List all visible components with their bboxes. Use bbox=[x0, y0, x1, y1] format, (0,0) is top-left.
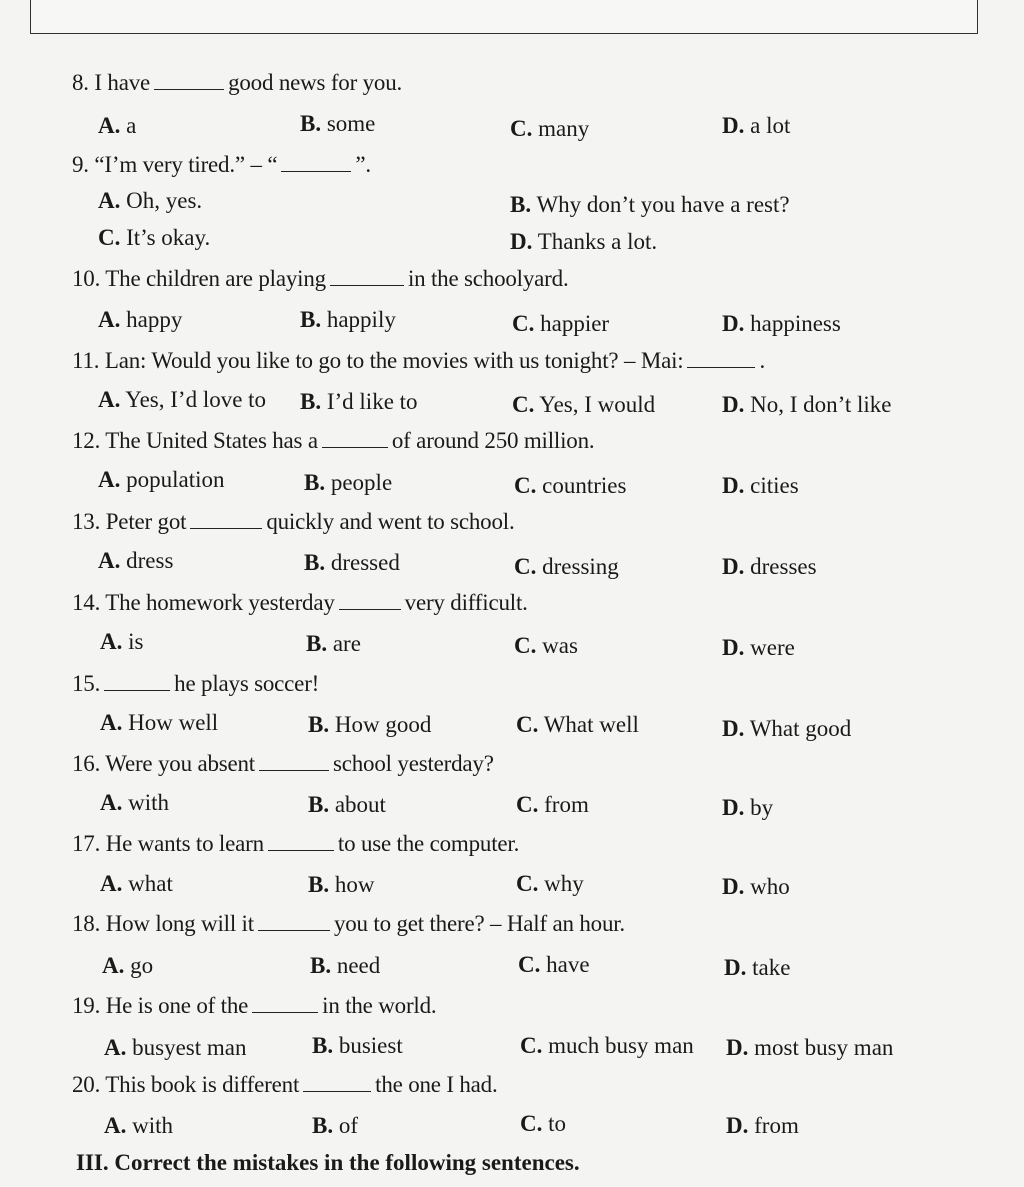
option-d[interactable] bbox=[510, 229, 657, 255]
option-b[interactable] bbox=[510, 192, 790, 218]
question-text: school yesterday? bbox=[333, 751, 494, 776]
option-letter: D. bbox=[726, 1113, 749, 1138]
question-number: 16. bbox=[72, 751, 101, 776]
option-text: people bbox=[330, 470, 393, 495]
option-letter: B. bbox=[306, 631, 328, 656]
question-15 bbox=[72, 671, 319, 697]
option-text: were bbox=[750, 635, 795, 660]
question-12 bbox=[72, 428, 594, 454]
option-text: have bbox=[546, 952, 590, 977]
option-letter: A. bbox=[100, 790, 123, 815]
option-letter: B. bbox=[510, 192, 532, 217]
question-text: How long will it bbox=[105, 911, 254, 936]
option-letter: D. bbox=[722, 635, 745, 660]
option-letter: D. bbox=[722, 795, 745, 820]
option-d[interactable] bbox=[724, 955, 790, 981]
answer-blank[interactable] bbox=[258, 929, 330, 931]
question-text: Peter got bbox=[105, 509, 187, 534]
option-letter: B. bbox=[308, 872, 330, 897]
question-9 bbox=[72, 152, 371, 178]
option-b[interactable] bbox=[306, 631, 361, 657]
option-d[interactable] bbox=[722, 473, 799, 499]
option-a[interactable] bbox=[98, 467, 225, 493]
option-text: is bbox=[128, 629, 144, 654]
question-number: 10. bbox=[72, 266, 101, 291]
question-text: to use the computer. bbox=[337, 831, 520, 856]
option-c[interactable] bbox=[512, 311, 609, 337]
answer-blank[interactable] bbox=[268, 849, 334, 851]
question-16 bbox=[72, 751, 494, 777]
answer-blank[interactable] bbox=[322, 446, 388, 448]
option-text: to bbox=[548, 1111, 567, 1136]
option-b[interactable] bbox=[310, 953, 380, 979]
question-text: good news for you. bbox=[228, 70, 403, 95]
option-letter: C. bbox=[514, 633, 537, 658]
option-d[interactable] bbox=[722, 635, 795, 661]
question-text: I have bbox=[94, 70, 151, 95]
option-letter: A. bbox=[98, 188, 121, 213]
option-text: happier bbox=[540, 311, 610, 336]
question-8 bbox=[72, 70, 402, 96]
option-text: from bbox=[754, 1113, 799, 1138]
option-c[interactable] bbox=[514, 473, 626, 499]
question-17 bbox=[72, 831, 519, 857]
question-text: quickly and went to school. bbox=[266, 509, 515, 534]
option-text: busiest bbox=[338, 1033, 403, 1058]
option-letter: D. bbox=[722, 392, 745, 417]
question-number: 17. bbox=[72, 831, 101, 856]
option-letter: B. bbox=[304, 470, 326, 495]
option-b[interactable] bbox=[308, 872, 374, 898]
question-number: 20. bbox=[72, 1072, 101, 1097]
option-letter: A. bbox=[98, 548, 121, 573]
option-c[interactable] bbox=[520, 1111, 566, 1137]
option-text: some bbox=[326, 111, 376, 136]
option-text: are bbox=[332, 631, 361, 656]
question-text: . bbox=[759, 348, 766, 373]
option-letter: C. bbox=[520, 1111, 543, 1136]
question-number: 8. bbox=[72, 70, 89, 95]
option-text: It’s okay. bbox=[126, 225, 211, 250]
option-text: of bbox=[338, 1113, 359, 1138]
question-text: He is one of the bbox=[105, 993, 249, 1018]
option-letter: C. bbox=[514, 473, 537, 498]
question-text: he plays soccer! bbox=[174, 671, 320, 696]
option-text: with bbox=[128, 790, 170, 815]
question-text: The United States has a bbox=[105, 428, 318, 453]
option-text: Oh, yes. bbox=[126, 188, 203, 213]
option-text: dresses bbox=[750, 554, 817, 579]
option-c[interactable] bbox=[516, 871, 584, 897]
option-letter: B. bbox=[300, 307, 322, 332]
option-text: go bbox=[130, 953, 154, 978]
question-number: 18. bbox=[72, 911, 101, 936]
option-a[interactable] bbox=[98, 188, 202, 214]
option-a[interactable] bbox=[98, 307, 182, 333]
option-letter: B. bbox=[308, 792, 330, 817]
option-a[interactable] bbox=[98, 548, 173, 574]
option-letter: C. bbox=[516, 792, 539, 817]
question-number: 12. bbox=[72, 428, 101, 453]
option-letter: B. bbox=[308, 712, 330, 737]
option-letter: A. bbox=[100, 871, 123, 896]
option-text: cities bbox=[750, 473, 799, 498]
option-letter: C. bbox=[514, 554, 537, 579]
option-text: happily bbox=[326, 307, 396, 332]
option-b[interactable] bbox=[300, 111, 375, 137]
option-letter: B. bbox=[310, 953, 332, 978]
option-a[interactable] bbox=[102, 953, 153, 979]
option-c[interactable] bbox=[520, 1033, 694, 1059]
question-number: 11. bbox=[72, 348, 100, 373]
option-letter: C. bbox=[512, 311, 535, 336]
option-b[interactable] bbox=[308, 792, 386, 818]
option-letter: C. bbox=[510, 116, 533, 141]
question-text: in the world. bbox=[322, 993, 437, 1018]
option-text: take bbox=[752, 955, 791, 980]
option-c[interactable] bbox=[512, 392, 655, 418]
option-b[interactable] bbox=[300, 307, 396, 333]
option-text: happy bbox=[126, 307, 183, 332]
question-number: 19. bbox=[72, 993, 101, 1018]
option-text: Yes, I’d love to bbox=[125, 387, 267, 412]
question-18 bbox=[72, 911, 625, 937]
option-text: dress bbox=[126, 548, 174, 573]
option-letter: D. bbox=[722, 874, 745, 899]
option-text: dressing bbox=[542, 554, 619, 579]
question-text: you to get there? – Half an hour. bbox=[333, 911, 625, 936]
option-c[interactable] bbox=[514, 633, 578, 659]
question-text: very difficult. bbox=[404, 590, 528, 615]
question-number: 13. bbox=[72, 509, 101, 534]
answer-blank[interactable] bbox=[259, 769, 329, 771]
option-letter: A. bbox=[104, 1113, 127, 1138]
option-text: Thanks a lot. bbox=[537, 229, 658, 254]
option-text: much busy man bbox=[548, 1033, 694, 1058]
option-letter: C. bbox=[516, 871, 539, 896]
option-letter: C. bbox=[520, 1033, 543, 1058]
option-text: Yes, I would bbox=[539, 392, 656, 417]
answer-blank[interactable] bbox=[190, 527, 262, 529]
option-letter: B. bbox=[304, 550, 326, 575]
option-c[interactable] bbox=[516, 792, 589, 818]
question-text: the one I had. bbox=[375, 1072, 498, 1097]
option-text: How well bbox=[128, 710, 219, 735]
question-text: of around 250 million. bbox=[391, 428, 595, 453]
option-d[interactable] bbox=[722, 311, 841, 337]
question-20 bbox=[72, 1072, 498, 1098]
option-text: many bbox=[538, 116, 590, 141]
answer-blank[interactable] bbox=[281, 170, 351, 172]
option-letter: B. bbox=[312, 1113, 334, 1138]
option-text: countries bbox=[542, 473, 627, 498]
question-number: 15. bbox=[72, 671, 101, 696]
option-a[interactable] bbox=[100, 871, 173, 897]
option-text: busyest man bbox=[132, 1035, 247, 1060]
option-c[interactable] bbox=[514, 554, 619, 580]
option-text: I’d like to bbox=[326, 389, 418, 414]
option-text: Why don’t you have a rest? bbox=[536, 192, 790, 217]
option-letter: A. bbox=[98, 387, 121, 412]
option-text: by bbox=[750, 795, 774, 820]
question-number: 14. bbox=[72, 590, 101, 615]
section-title: III. Correct the mistakes in the following sentences. bbox=[76, 1150, 580, 1175]
option-c[interactable] bbox=[518, 952, 590, 978]
option-b[interactable] bbox=[308, 712, 431, 738]
question-text: ”. bbox=[355, 152, 371, 177]
option-letter: B. bbox=[300, 111, 322, 136]
answer-blank[interactable] bbox=[252, 1011, 318, 1013]
question-text: in the schoolyard. bbox=[407, 266, 569, 291]
option-b[interactable] bbox=[312, 1113, 358, 1139]
option-letter: C. bbox=[518, 952, 541, 977]
option-c[interactable] bbox=[98, 225, 210, 251]
option-d[interactable] bbox=[722, 795, 773, 821]
option-text: a bbox=[126, 113, 137, 138]
option-c[interactable] bbox=[516, 712, 639, 738]
answer-blank[interactable] bbox=[339, 608, 401, 610]
option-a[interactable] bbox=[100, 710, 218, 736]
option-d[interactable] bbox=[726, 1113, 799, 1139]
option-text: What good bbox=[749, 716, 852, 741]
option-c[interactable] bbox=[510, 116, 589, 142]
option-a[interactable] bbox=[100, 629, 143, 655]
answer-blank[interactable] bbox=[104, 689, 170, 691]
option-b[interactable] bbox=[304, 550, 400, 576]
answer-blank[interactable] bbox=[687, 366, 755, 368]
question-text: The homework yesterday bbox=[105, 590, 335, 615]
option-d[interactable] bbox=[722, 716, 851, 742]
option-text: with bbox=[132, 1113, 174, 1138]
question-19 bbox=[72, 993, 436, 1019]
option-letter: A. bbox=[100, 629, 123, 654]
option-b[interactable] bbox=[300, 389, 418, 415]
question-number: 9. bbox=[72, 152, 89, 177]
option-letter: A. bbox=[104, 1035, 127, 1060]
question-text: Lan: Would you like to go to the movies with us tonight? – Mai: bbox=[104, 348, 684, 373]
option-a[interactable] bbox=[98, 113, 136, 139]
option-text: need bbox=[336, 953, 381, 978]
option-letter: D. bbox=[722, 473, 745, 498]
option-letter: B. bbox=[300, 389, 322, 414]
question-14 bbox=[72, 590, 528, 616]
option-letter: C. bbox=[512, 392, 535, 417]
option-a[interactable] bbox=[104, 1113, 173, 1139]
option-text: most busy man bbox=[754, 1035, 894, 1060]
question-text: The children are playing bbox=[105, 266, 326, 291]
option-d[interactable] bbox=[722, 874, 790, 900]
option-text: who bbox=[750, 874, 790, 899]
option-d[interactable] bbox=[722, 554, 817, 580]
option-text: dressed bbox=[330, 550, 400, 575]
option-text: why bbox=[544, 871, 584, 896]
option-d[interactable] bbox=[726, 1035, 893, 1061]
option-letter: C. bbox=[516, 712, 539, 737]
option-letter: D. bbox=[722, 311, 745, 336]
question-13 bbox=[72, 509, 515, 535]
option-a[interactable] bbox=[104, 1035, 246, 1061]
question-text: He wants to learn bbox=[105, 831, 264, 856]
option-text: No, I don’t like bbox=[750, 392, 892, 417]
option-text: What well bbox=[543, 712, 639, 737]
option-text: about bbox=[334, 792, 386, 817]
question-text: Were you absent bbox=[105, 751, 255, 776]
answer-blank[interactable] bbox=[154, 88, 224, 90]
option-letter: A. bbox=[100, 710, 123, 735]
option-letter: D. bbox=[724, 955, 747, 980]
option-letter: D. bbox=[722, 554, 745, 579]
option-b[interactable] bbox=[312, 1033, 403, 1059]
question-text: “I’m very tired.” – “ bbox=[94, 152, 278, 177]
option-letter: D. bbox=[510, 229, 533, 254]
option-letter: A. bbox=[98, 307, 121, 332]
option-a[interactable] bbox=[100, 790, 169, 816]
option-text: population bbox=[126, 467, 225, 492]
option-letter: A. bbox=[98, 113, 121, 138]
answer-blank[interactable] bbox=[330, 284, 404, 286]
option-text: was bbox=[542, 633, 578, 658]
question-10 bbox=[72, 266, 569, 292]
option-text: what bbox=[128, 871, 173, 896]
option-a[interactable] bbox=[98, 387, 266, 413]
option-b[interactable] bbox=[304, 470, 392, 496]
option-letter: D. bbox=[722, 716, 745, 741]
option-text: how bbox=[334, 872, 375, 897]
option-d[interactable] bbox=[722, 392, 892, 418]
option-letter: D. bbox=[722, 113, 745, 138]
option-letter: D. bbox=[726, 1035, 749, 1060]
question-11 bbox=[72, 348, 765, 374]
question-text: This book is different bbox=[105, 1072, 300, 1097]
option-d[interactable] bbox=[722, 113, 790, 139]
option-text: from bbox=[544, 792, 589, 817]
option-letter: B. bbox=[312, 1033, 334, 1058]
option-letter: A. bbox=[98, 467, 121, 492]
answer-blank[interactable] bbox=[303, 1090, 371, 1092]
option-text: a lot bbox=[750, 113, 791, 138]
option-text: happiness bbox=[750, 311, 841, 336]
option-letter: C. bbox=[98, 225, 121, 250]
option-letter: A. bbox=[102, 953, 125, 978]
option-text: How good bbox=[334, 712, 432, 737]
